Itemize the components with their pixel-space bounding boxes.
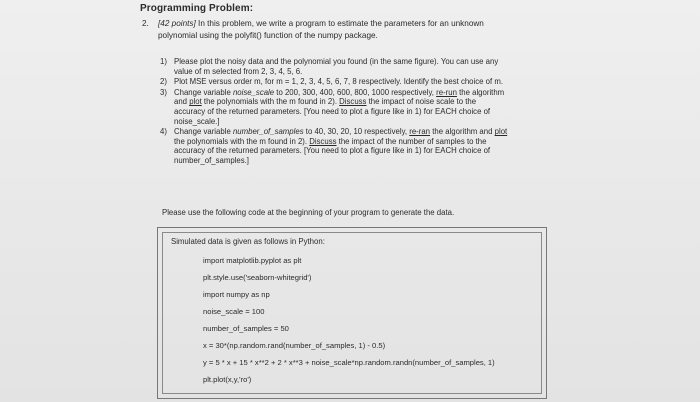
task-text: to 200, 300, 400, 600, 800, 1000 respectively, (274, 87, 437, 97)
task-text: the algorithm and (430, 127, 495, 137)
task-text: Please plot the noisy data and the polynomial you found (in the same figure). You can use any (174, 57, 499, 66)
code-line: x = 30*(np.random.rand(number_of_samples, 1) - 0.5) (203, 341, 386, 350)
task-text: and (174, 97, 190, 107)
code-line: noise_scale = 100 (203, 307, 265, 316)
task-text: number_of_samples.] (174, 155, 249, 165)
problem-number: 2. (142, 19, 149, 28)
underlined-word: plot (189, 97, 202, 107)
task-text: the polynomials with the m found in 2). (201, 97, 340, 107)
task-text: noise_scale.] (174, 116, 220, 126)
code-line: import matplotlib.pyplot as plt (203, 256, 302, 265)
code-box (157, 227, 547, 399)
code-line: plt.style.use('seaborn-whitegrid') (203, 273, 312, 282)
task-text: accuracy of the returned parameters. [You need to plot a figure like in 1) for EACH choice of (174, 106, 491, 116)
underlined-word: re-ran (409, 127, 431, 137)
code-line: y = 5 * x + 15 * x**2 + 2 * x**3 + noise_scale*np.random.randn(number_of_samples, 1) (203, 358, 495, 367)
problem-line-1: In this problem, we write a program to estimate the parameters for an unknown (195, 19, 484, 28)
variable-name: number_of_samples (232, 127, 304, 137)
code-line: import numpy as np (203, 290, 270, 299)
instruction-text: Please use the following code at the beginning of your program to generate the data. (162, 208, 455, 217)
problem-line-2: polynomial using the polyfit() function of the numpy package. (158, 31, 378, 40)
task-number: 4) (160, 127, 167, 137)
page-title: Programming Problem: (140, 3, 254, 14)
problem-points: [42 points] (158, 19, 196, 28)
task-item-1 (160, 57, 570, 76)
task-text: the algorithm (456, 87, 505, 97)
underlined-word: Discuss (339, 97, 367, 107)
underlined-word: Discuss (309, 136, 337, 146)
task-text: the polynomials with the m found in 2). (174, 136, 310, 146)
task-number: 1) (160, 57, 167, 66)
underlined-word: plot (494, 127, 508, 137)
task-text: to 40, 30, 20, 10 respectively, (303, 127, 410, 137)
task-number: 3) (160, 87, 167, 97)
underlined-word: re-run (436, 87, 457, 97)
problem-body (158, 18, 572, 42)
task-text: Change variable (174, 127, 233, 137)
code-header: Simulated data is given as follows in Python: (171, 237, 325, 246)
task-text: the impact of the number of samples to the (336, 136, 487, 146)
code-box-inner-frame (162, 232, 542, 394)
task-text: Change variable (174, 87, 233, 97)
task-text: the impact of noise scale to the (366, 97, 477, 107)
task-item-4 (160, 127, 570, 165)
variable-name: noise_scale (232, 87, 275, 97)
task-text: value of m selected from 2, 3, 4, 5, 6. (174, 66, 303, 76)
code-line: number_of_samples = 50 (203, 324, 289, 333)
task-number: 2) (160, 77, 167, 87)
problem-statement (142, 18, 572, 42)
task-text: accuracy of the returned parameters. [You need to plot a figure like in 1) for EACH choice of (174, 146, 491, 156)
task-text: Plot MSE versus order m, for m = 1, 2, 3, 4, 5, 6, 7, 8 respectively. Identify the best choice of m. (174, 77, 503, 87)
code-line: plt.plot(x,y,'ro') (203, 375, 252, 384)
task-item-2 (160, 77, 570, 87)
task-list (160, 57, 570, 167)
task-item-3 (160, 88, 570, 126)
